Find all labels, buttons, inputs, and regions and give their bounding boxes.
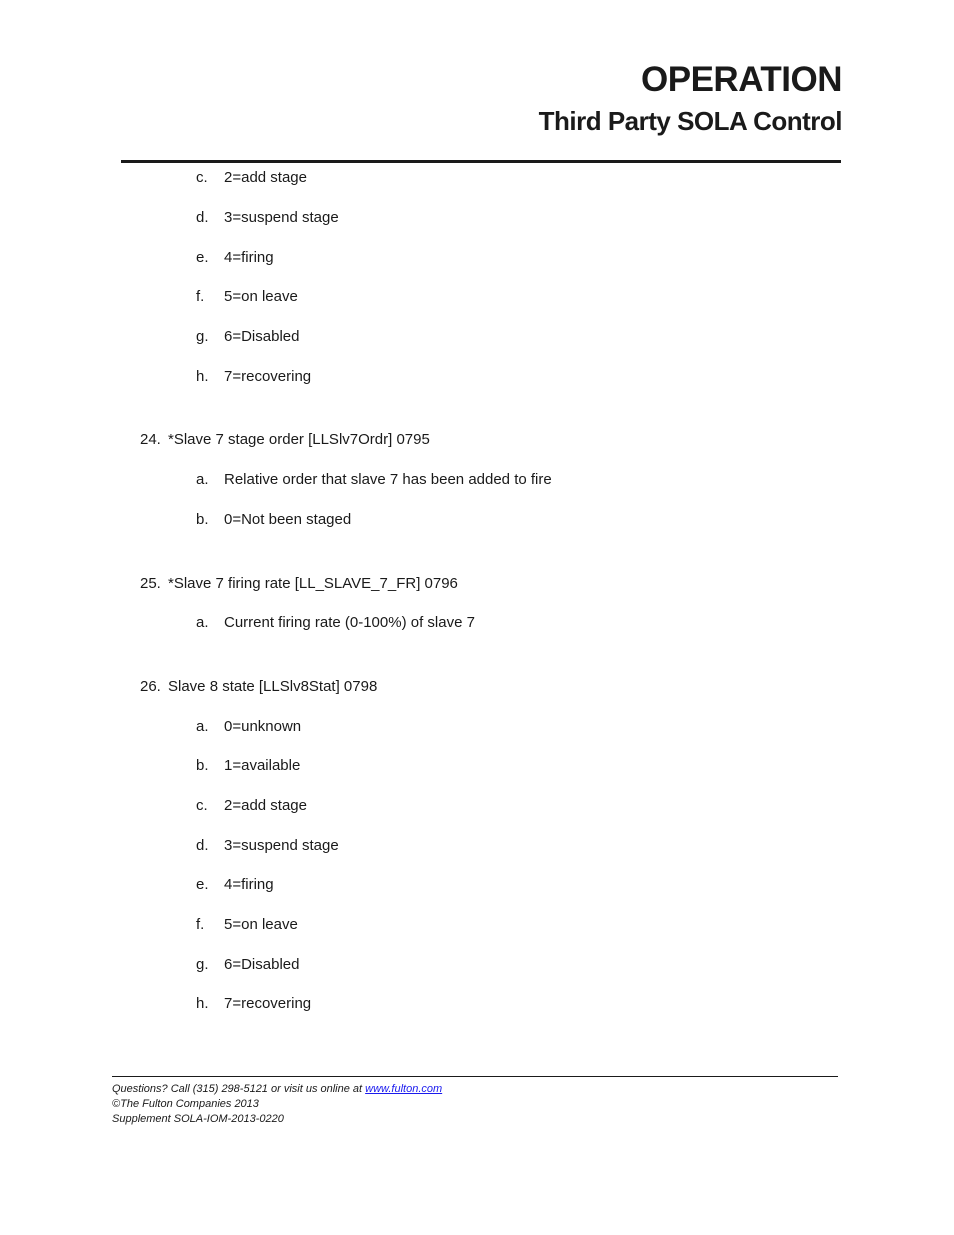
list-marker: b.: [196, 511, 209, 528]
footer-divider: [112, 1076, 838, 1077]
item-text: Slave 8 state [LLSlv8Stat] 0798: [168, 678, 378, 695]
list-marker: a.: [196, 718, 209, 735]
list-text: Relative order that slave 7 has been added to fire: [224, 471, 552, 488]
list-text: 7=recovering: [224, 995, 312, 1012]
list-marker: d.: [196, 209, 209, 226]
page-subtitle: Third Party SOLA Control: [538, 106, 842, 136]
list-marker: a.: [196, 471, 209, 488]
list-text: 3=suspend stage: [224, 209, 339, 226]
list-marker: h.: [196, 995, 209, 1012]
list-marker: f.: [196, 916, 205, 933]
list-text: 3=suspend stage: [224, 837, 339, 854]
list-text: 0=Not been staged: [224, 511, 352, 528]
list-marker: a.: [196, 614, 209, 631]
list-marker: b.: [196, 757, 209, 774]
item-number: 25.: [140, 575, 161, 592]
footer-copyright: ©The Fulton Companies 2013: [112, 1098, 259, 1110]
list-text: 1=available: [224, 757, 301, 774]
list-text: Current firing rate (0-100%) of slave 7: [224, 614, 475, 631]
list-marker: e.: [196, 876, 209, 893]
list-text: 4=firing: [224, 876, 274, 893]
item-text: *Slave 7 stage order [LLSlv7Ordr] 0795: [168, 431, 430, 448]
footer-questions-text: Questions? Call (315) 298-5121 or visit us online at: [112, 1083, 366, 1095]
list-text: 2=add stage: [224, 169, 307, 186]
list-text: 6=Disabled: [224, 956, 300, 973]
item-text: *Slave 7 firing rate [LL_SLAVE_7_FR] 0796: [168, 575, 458, 592]
list-marker: g.: [196, 956, 209, 973]
list-text: 0=unknown: [224, 718, 302, 735]
list-text: 6=Disabled: [224, 328, 300, 345]
list-marker: g.: [196, 328, 209, 345]
item-number: 26.: [140, 678, 161, 695]
list-text: 5=on leave: [224, 916, 298, 933]
list-marker: f.: [196, 288, 205, 305]
list-marker: c.: [196, 169, 208, 186]
list-text: 4=firing: [224, 249, 274, 266]
item-number: 24.: [140, 431, 161, 448]
list-marker: c.: [196, 797, 208, 814]
list-marker: h.: [196, 368, 209, 385]
list-text: 2=add stage: [224, 797, 307, 814]
website-link[interactable]: www.fulton.com: [365, 1083, 443, 1095]
list-text: 7=recovering: [224, 368, 312, 385]
list-marker: e.: [196, 249, 209, 266]
page-title: OPERATION: [641, 60, 842, 99]
list-text: 5=on leave: [224, 288, 298, 305]
footer-supplement: Supplement SOLA-IOM-2013-0220: [112, 1113, 284, 1125]
list-marker: d.: [196, 837, 209, 854]
footer-contact: [112, 1082, 442, 1096]
header-divider: [121, 160, 841, 163]
